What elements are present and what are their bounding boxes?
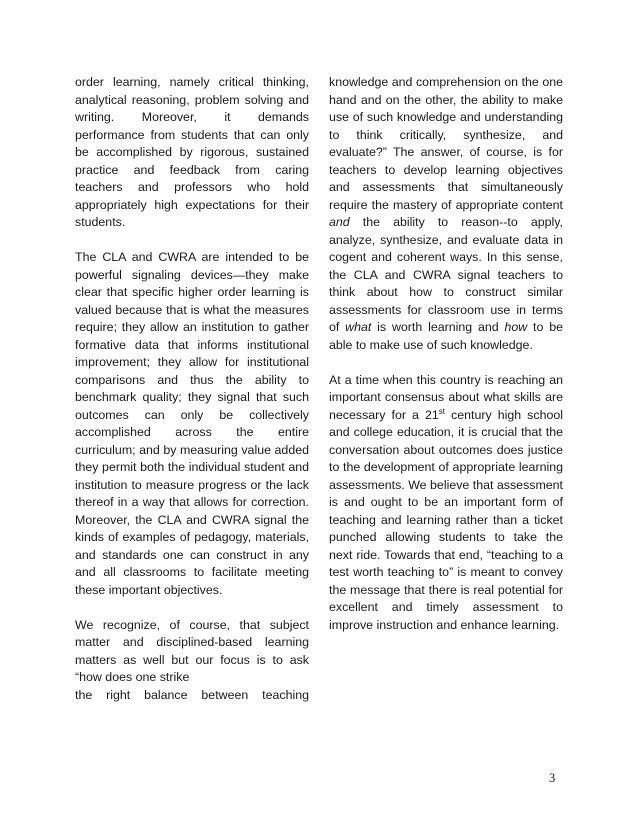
paragraph (75, 617, 309, 705)
paragraph-text: We recognize, of course, that subject matter and disciplined-based learning matters as well but our focus is to ask “how does one strike (75, 617, 309, 684)
right-column (329, 74, 563, 634)
paragraph-last-line: the right balance between teaching (75, 687, 309, 702)
text-run: to be able to make use of such knowledge. (329, 320, 563, 352)
text-run: At a time when this country is reaching an important consensus about what skills are necessary for a 21 (329, 372, 563, 422)
paragraph: order learning, namely critical thinking, analytical reasoning, problem solving and writing. Moreover, it demands performance from students that can only be accomplished by rigorous, sustained practice and feedback from caring teachers and professors who hold appropriately high expectations for their students. (75, 75, 309, 229)
text-run: is worth learning and (371, 320, 505, 334)
text-run: century high school and college education, it is crucial that the conversation about outcomes does justice to the development of appropriate learning assessments. We believe that assessment is and ought to be an important form of teaching and learning rather than a ticket punched allowing students to take the next ride. Towards that end, “teaching to a test worth teaching to” is meant to convey the message that there is real potential for excellent and timely assessment to improve instruction and enhance learning. (329, 407, 563, 632)
paragraph (329, 372, 563, 635)
emphasis: how (504, 320, 528, 334)
paragraph: The CLA and CWRA are intended to be powerful signaling devices—they make clear that specific higher order learning is valued because that is what the measures require; they allow an institution to gather formative data that informs institutional improvement; they allow for institutional comparisons and thus the ability to benchmark quality; they signal that such outcomes can only be collectively accomplished across the entire curriculum; and by measuring value added they permit both the individual student and institution to measure progress or the lack thereof in a way that allows for correction. Moreover, the CLA and CWRA signal the kinds of examples of pedagogy, materials, and standards one can construct in any and all classrooms to facilitate meeting these important objectives. (75, 250, 309, 597)
emphasis: and (329, 215, 350, 229)
paragraph (329, 74, 563, 354)
text-run: knowledge and comprehension on the one hand and on the other, the ability to make use of such knowledge and understanding to think critically, synthesize, and evaluate?” The answer, of course, is for teachers to develop learning objectives and assessments that simultaneously require the mastery of appropriate content (329, 75, 563, 212)
superscript: st (438, 406, 445, 416)
page-number: 3 (549, 771, 556, 785)
emphasis: what (345, 320, 372, 334)
left-column (75, 74, 309, 704)
text-run: the ability to reason--to apply, analyze, synthesize, and evaluate data in cogent and coherent ways. In this sense, the CLA and CWRA signal teachers to think about how to construct similar assessments for classroom use in terms of (329, 215, 563, 334)
